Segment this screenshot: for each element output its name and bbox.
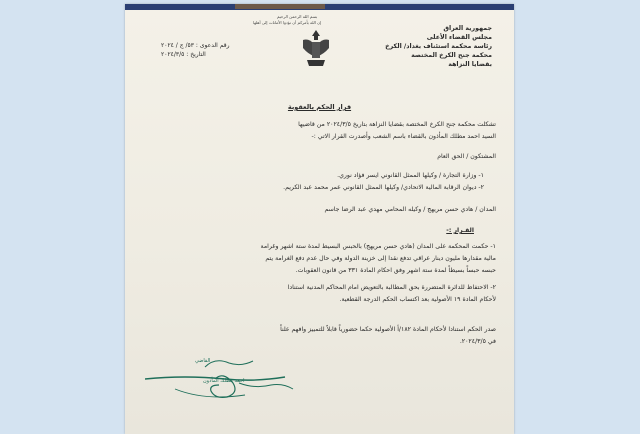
case-date: التاريخ : ٢٠٢٤/٣/٥ [161, 51, 206, 58]
quran-verse: إن الله يأمركم أن تؤدوا الأمانات إلى أهلها [253, 20, 322, 25]
iraq-emblem-icon [299, 26, 333, 70]
header-line-3: رئاسة محكمة استئناف بغداد/ الكرخ [385, 43, 492, 50]
basmala: بسم الله الرحمن الرحيم [277, 14, 318, 19]
signature-label: القاضي [195, 358, 211, 364]
intro-line-2: السيد احمد مطلك المأذون بالقضاء باسم الشعب وأصدرت القرار الاتي :- [311, 133, 496, 140]
signature-name: احمد مطلك المأذون [203, 378, 245, 384]
plaintiffs-label: المشتكون / الحق العام [437, 153, 496, 160]
convict-line: المدان / هادي حسن مريهج / وكيله المحامي مهدي عبد الرضا جاسم [324, 206, 496, 213]
decision-line-1: ١- حكمت المحكمة على المدان (هادي حسن مريهج) بالحبس البسيط لمدة ستة اشهر وغرامة [260, 243, 496, 250]
header-line-5: بقضايا النزاهة [448, 61, 492, 68]
plaintiff-2: ٢- ديوان الرقابة المالية الاتحادي/ وكيلها الممثل القانوني عمر محمد عبد الكريم. [283, 184, 484, 191]
header-line-4: محكمة جنح الكرخ المختصة [411, 52, 492, 59]
intro-line-1: تشكلت محكمة جنح الكرخ المختصة بقضايا النزاهة بتاريخ ٢٠٢٤/٣/٥ من قاضيها [298, 121, 496, 128]
court-document [125, 4, 514, 434]
decision-label: القـرار :- [446, 227, 474, 234]
decision-line-2: مالية مقدارها مليون دينار عراقي تدفع نقدا إلى خزينة الدولة وفي حال عدم دفع الغرامة يتم [265, 255, 496, 262]
header-line-1: جمهورية العراق [443, 25, 492, 32]
decision-line-3: حبسه حبساً بسيطاً لمدة ستة اشهر وفق احكام المادة ٣٣١ من قانون العقوبات. [295, 267, 496, 274]
document-title: قرار الحكم بالعقوبة [287, 103, 352, 111]
closing-line-1: صدر الحكم استنادا لأحكام المادة ١٨٢/أ الأصولية حكما حضورياً قابلاً للتمييز وافهم علناً [280, 326, 496, 333]
case-number: رقم الدعوى : ٥٣/ ج / ٢٠٢٤ [161, 42, 230, 49]
closing-line-2: في ٢٠٢٤/٣/٥. [459, 338, 496, 345]
plaintiff-1: ١- وزارة التجارة / وكيلها الممثل القانوني ايسر فؤاد نوري. [337, 172, 484, 179]
decision-line-5: لأحكام المادة ١٩ الأصولية بعد اكتساب الحكم الدرجة القطعية. [339, 296, 496, 303]
header-line-2: مجلس القضاء الأعلى [426, 34, 492, 41]
top-strip [125, 4, 514, 10]
decision-line-4: ٢- الاحتفاظ للدائرة المتضررة بحق المطالبة بالتعويض امام المحاكم المدنية استنادا [287, 284, 496, 291]
